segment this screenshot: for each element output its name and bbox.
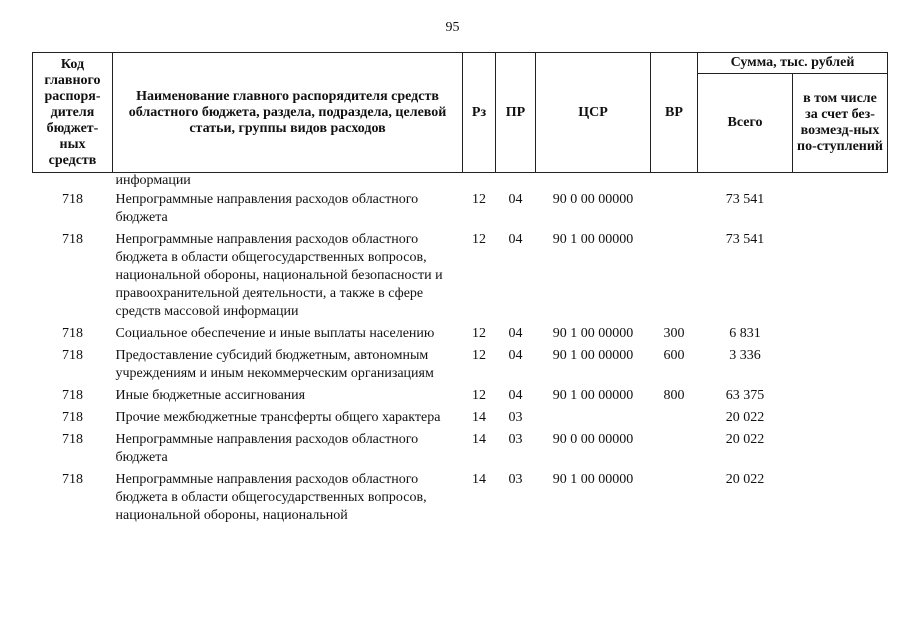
cell-code: 718 bbox=[62, 232, 83, 247]
table-body bbox=[33, 173, 888, 528]
cell-csr: 90 1 00 00000 bbox=[552, 326, 634, 341]
header-vr: ВР bbox=[651, 53, 698, 173]
header-total: Всего bbox=[698, 74, 793, 173]
cell-pr: 04 bbox=[508, 388, 523, 403]
cell-incl bbox=[793, 429, 888, 469]
cell-code: 718 bbox=[62, 348, 83, 363]
cell-code: 718 bbox=[62, 472, 83, 487]
cell-incl bbox=[793, 189, 888, 229]
table-row bbox=[33, 407, 888, 429]
cell-name: Прочие межбюджетные трансферты общего характера bbox=[115, 410, 441, 425]
cell-incl bbox=[793, 345, 888, 385]
cell-csr: 90 0 00 00000 bbox=[552, 432, 634, 447]
table-row bbox=[33, 469, 888, 527]
cell-name: Непрограммные направления расходов областного бюджета в области общегосударственных вопросов, национальной обороны, национальной bbox=[115, 472, 427, 523]
header-csr: ЦСР bbox=[536, 53, 651, 173]
cell-total: 73 541 bbox=[725, 192, 765, 207]
cell-vr bbox=[651, 429, 698, 469]
table-row bbox=[33, 429, 888, 469]
table-row bbox=[33, 345, 888, 385]
header-sum: Сумма, тыс. рублей bbox=[698, 53, 888, 74]
cell-pr: 03 bbox=[508, 472, 523, 487]
header-name: Наименование главного распорядителя средств областного бюджета, раздела, подраздела, целевой статьи, группы видов расходов bbox=[113, 53, 463, 173]
cell-total: 20 022 bbox=[725, 432, 765, 447]
cell-name: Непрограммные направления расходов областного бюджета bbox=[115, 192, 419, 225]
cell-total: 20 022 bbox=[725, 410, 765, 425]
cell-code: 718 bbox=[62, 326, 83, 341]
cell-code: 718 bbox=[62, 432, 83, 447]
cell-rz: 12 bbox=[472, 192, 486, 207]
cell-rz: 12 bbox=[472, 232, 486, 247]
cell-total: 63 375 bbox=[725, 388, 765, 403]
cell-csr: 90 1 00 00000 bbox=[552, 232, 634, 247]
cell-vr bbox=[651, 407, 698, 429]
cell-total: 6 831 bbox=[729, 326, 761, 341]
cell-csr: 90 1 00 00000 bbox=[552, 348, 634, 363]
budget-table bbox=[32, 52, 888, 527]
cell-rz: 14 bbox=[472, 432, 486, 447]
cell-rz: 12 bbox=[472, 326, 486, 341]
cell-total: 73 541 bbox=[725, 232, 765, 247]
cell-csr bbox=[536, 407, 651, 429]
cell-incl bbox=[793, 385, 888, 407]
cell-pr: 04 bbox=[508, 232, 523, 247]
header-code: Код главного распоря-дителя бюджет-ных средств bbox=[33, 53, 113, 173]
table-header bbox=[33, 53, 888, 173]
cell-name: Непрограммные направления расходов областного бюджета в области общегосударственных вопросов, национальной обороны, национальной безопасности и правоохранительной деятельности, а также в сфере средств массовой информации bbox=[115, 232, 443, 319]
cell-csr: 90 1 00 00000 bbox=[552, 472, 634, 487]
table-row bbox=[33, 189, 888, 229]
header-rz: Рз bbox=[463, 53, 496, 173]
cell-vr bbox=[651, 189, 698, 229]
table-row bbox=[33, 229, 888, 323]
cell-name: Непрограммные направления расходов областного бюджета bbox=[115, 432, 419, 465]
continuation-row bbox=[33, 173, 888, 190]
cell-pr: 04 bbox=[508, 326, 523, 341]
cell-incl bbox=[793, 323, 888, 345]
header-pr: ПР bbox=[496, 53, 536, 173]
table-row bbox=[33, 385, 888, 407]
page-number: 95 bbox=[445, 20, 460, 35]
cell-name: Предоставление субсидий бюджетным, автономным учреждениям и иным некоммерческим организациям bbox=[115, 348, 434, 381]
cell-rz: 12 bbox=[472, 388, 486, 403]
cell-total: 20 022 bbox=[725, 472, 765, 487]
cell-pr: 04 bbox=[508, 192, 523, 207]
cell-vr: 600 bbox=[663, 348, 685, 363]
cell-rz: 14 bbox=[472, 410, 486, 425]
header-incl: в том числе за счет без-возмезд-ных по-ступлений bbox=[793, 74, 888, 173]
cell-incl bbox=[793, 469, 888, 527]
cell-pr: 03 bbox=[508, 432, 523, 447]
cell-vr bbox=[651, 229, 698, 323]
cell-vr: 300 bbox=[663, 326, 685, 341]
cell-code: 718 bbox=[62, 388, 83, 403]
cell-rz: 12 bbox=[472, 348, 486, 363]
cell-vr bbox=[651, 469, 698, 527]
table-row bbox=[33, 323, 888, 345]
cell-incl bbox=[793, 229, 888, 323]
cell-csr: 90 1 00 00000 bbox=[552, 388, 634, 403]
cell-vr: 800 bbox=[663, 388, 685, 403]
continuation-text: информации bbox=[115, 173, 191, 188]
cell-code: 718 bbox=[62, 410, 83, 425]
cell-name: Социальное обеспечение и иные выплаты населению bbox=[115, 326, 435, 341]
cell-code: 718 bbox=[62, 192, 83, 207]
cell-total: 3 336 bbox=[729, 348, 761, 363]
cell-incl bbox=[793, 407, 888, 429]
cell-csr: 90 0 00 00000 bbox=[552, 192, 634, 207]
cell-name: Иные бюджетные ассигнования bbox=[115, 388, 306, 403]
cell-pr: 03 bbox=[508, 410, 523, 425]
cell-pr: 04 bbox=[508, 348, 523, 363]
cell-rz: 14 bbox=[472, 472, 486, 487]
